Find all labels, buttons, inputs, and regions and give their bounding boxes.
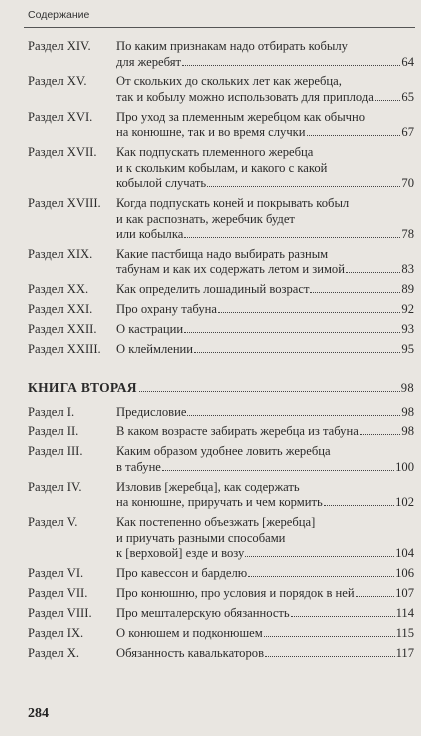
section-title (116, 424, 414, 440)
title-line: Какие пастбища надо выбирать разным (116, 246, 329, 261)
dot-leader (307, 135, 401, 136)
page-ref: 65 (401, 89, 414, 104)
section-title (116, 322, 414, 338)
section-title (116, 196, 414, 243)
section-title (116, 586, 414, 602)
title-line: Обязанность кавалькаторов (116, 645, 265, 660)
dot-leader (182, 65, 400, 66)
title-line: для жеребят (116, 54, 182, 69)
section-label: Раздел VI. (28, 565, 84, 580)
dot-leader (162, 470, 394, 471)
title-line: и как распознать, жеребчик будет (116, 211, 295, 226)
section-title (116, 626, 414, 642)
toc-entry (28, 145, 414, 192)
section-title (116, 302, 414, 318)
page-ref: 93 (401, 322, 414, 337)
dot-leader (207, 186, 400, 187)
title-line: Каким образом удобнее ловить жеребца (116, 444, 331, 459)
title-line: Как постепенно объезжать [жеребца] (116, 515, 316, 530)
section-label: Раздел XX. (28, 282, 89, 297)
section-label: Раздел XVII. (28, 145, 97, 160)
section-title (116, 566, 414, 582)
section-title (116, 515, 414, 562)
title-last-line (116, 546, 414, 562)
section-title (116, 405, 414, 421)
page-ref: 106 (395, 565, 414, 580)
title-line: на конюшне, так и во время случки (116, 125, 306, 140)
book-two-entries (28, 405, 414, 662)
title-line: Как подпускать племенного жеребца (116, 145, 314, 160)
title-last-line (116, 262, 414, 278)
title-last-line (116, 424, 414, 440)
title-line: Когда подпускать коней и покрывать кобыл (116, 196, 350, 211)
header-rule (24, 27, 415, 28)
section-title (116, 74, 414, 105)
dot-leader (356, 596, 394, 597)
title-last-line (116, 646, 414, 662)
toc-entry (28, 74, 414, 105)
page-number: 284 (28, 706, 49, 721)
title-last-line (116, 495, 414, 511)
title-last-line (116, 322, 414, 338)
dot-leader (375, 100, 401, 101)
section-title (116, 646, 414, 662)
section-label: Раздел IV. (28, 479, 82, 494)
page-ref: 95 (401, 342, 414, 357)
dot-leader (346, 272, 400, 273)
section-title (116, 606, 414, 622)
toc-entry (28, 480, 414, 511)
toc-entry (28, 322, 414, 338)
title-line: Про охрану табуна (116, 302, 217, 317)
section-label: Раздел XVIII. (28, 196, 101, 211)
page-ref: 89 (401, 282, 414, 297)
toc-entry (28, 110, 414, 141)
section-label: Раздел III. (28, 444, 83, 459)
page-ref: 114 (395, 605, 414, 620)
title-last-line (116, 55, 414, 71)
title-line: Предисловие (116, 404, 187, 419)
title-last-line (116, 405, 414, 421)
page-ref: 67 (401, 125, 414, 140)
title-line: Как определить лошадиный возраст (116, 282, 310, 297)
title-line: По каким признакам надо отбирать кобылу (116, 39, 348, 53)
title-line: Про мешталерскую обязанность (116, 605, 290, 620)
title-line: кобылой случать (116, 176, 207, 191)
title-line: и приучать разными способами (116, 530, 286, 545)
page-ref: 102 (395, 495, 414, 510)
dot-leader (324, 505, 394, 506)
dot-leader (218, 312, 400, 313)
title-line: так и кобылу можно использовать для приплода (116, 89, 374, 104)
title-last-line (116, 586, 414, 602)
page-ref: 78 (401, 227, 414, 242)
dot-leader (360, 434, 401, 435)
title-line: О кастрации (116, 322, 184, 337)
section-title (116, 480, 414, 511)
section-label: Раздел XXI. (28, 302, 93, 317)
toc-entry (28, 566, 414, 582)
title-last-line (116, 460, 414, 476)
dot-leader (184, 332, 400, 333)
title-line: табунам и как их содержать летом и зимой (116, 262, 345, 277)
title-line: Про кавессон и барделю (116, 565, 248, 580)
dot-leader (264, 636, 395, 637)
page-ref: 83 (401, 262, 414, 277)
page-ref: 98 (401, 424, 414, 439)
title-last-line (116, 566, 414, 582)
title-line: От скольких до скольких лет как жеребца, (116, 74, 342, 89)
page-ref: 115 (395, 625, 414, 640)
dot-leader (245, 556, 394, 557)
title-last-line (116, 227, 414, 243)
section-label: Раздел I. (28, 404, 75, 419)
book-two-heading (28, 380, 414, 396)
book-two-title: КНИГА ВТОРАЯ (28, 379, 137, 395)
section-label: Раздел VIII. (28, 605, 92, 620)
section-label: Раздел XXIII. (28, 342, 101, 357)
toc-entry (28, 515, 414, 562)
section-title (116, 39, 414, 70)
title-line: О конюшем и подконюшем (116, 625, 263, 640)
title-line: или кобылка (116, 227, 184, 242)
toc-entry (28, 606, 414, 622)
title-line: и к скольким кобылам, и какого с какой (116, 160, 328, 175)
page-ref: 98 (401, 404, 414, 419)
toc-entry (28, 342, 414, 358)
toc-entry (28, 247, 414, 278)
section-label: Раздел VII. (28, 585, 88, 600)
title-last-line (116, 282, 414, 298)
page-ref: 92 (401, 302, 414, 317)
toc-entry (28, 444, 414, 475)
title-last-line (116, 606, 414, 622)
section-title (116, 110, 414, 141)
title-last-line (116, 342, 414, 358)
toc-entry (28, 626, 414, 642)
section-title (116, 444, 414, 475)
dot-leader (139, 391, 400, 392)
toc-entry (28, 405, 414, 421)
section-title (116, 282, 414, 298)
toc-entry (28, 646, 414, 662)
dot-leader (184, 237, 400, 238)
toc-entry (28, 196, 414, 243)
title-line: к [верховой] езде и возу (116, 546, 245, 561)
title-line: на конюшне, приручать и чем кормить (116, 495, 323, 510)
dot-leader (265, 656, 395, 657)
section-label: Раздел XVI. (28, 109, 93, 124)
dot-leader (248, 576, 394, 577)
dot-leader (291, 616, 395, 617)
section-label: Раздел V. (28, 515, 78, 530)
section-title (116, 342, 414, 358)
section-label: Раздел XIV. (28, 39, 91, 53)
title-line: Изловив [жеребца], как содержать (116, 479, 300, 494)
page-ref: 64 (401, 54, 414, 69)
running-head: Содержание (28, 9, 90, 21)
title-last-line (116, 90, 414, 106)
book-one-entries (28, 39, 414, 358)
section-title (116, 247, 414, 278)
title-line: О клеймлении (116, 342, 194, 357)
dot-leader (194, 352, 400, 353)
page-ref: 117 (395, 645, 414, 660)
section-label: Раздел XXII. (28, 322, 97, 337)
page-ref: 107 (395, 585, 414, 600)
title-line: Про уход за племенным жеребцом как обычно (116, 109, 366, 124)
title-last-line (116, 176, 414, 192)
toc-entry (28, 302, 414, 318)
section-label: Раздел XV. (28, 74, 87, 89)
title-line: В каком возрасте забирать жеребца из табуна (116, 424, 359, 439)
toc-entry (28, 586, 414, 602)
toc-entry (28, 39, 414, 70)
title-line: Про конюшню, про условия и порядок в ней (116, 585, 355, 600)
page-ref: 104 (395, 546, 414, 561)
section-label: Раздел II. (28, 424, 79, 439)
section-title (116, 145, 414, 192)
toc-entry (28, 282, 414, 298)
dot-leader (187, 415, 400, 416)
title-last-line (116, 302, 414, 318)
title-last-line (116, 125, 414, 141)
page-ref: 70 (401, 176, 414, 191)
title-last-line (116, 626, 414, 642)
title-line: в табуне (116, 459, 161, 474)
section-label: Раздел X. (28, 645, 80, 660)
section-label: Раздел XIX. (28, 246, 93, 261)
section-label: Раздел IX. (28, 625, 84, 640)
dot-leader (310, 292, 400, 293)
toc-entry (28, 424, 414, 440)
table-of-contents (28, 39, 414, 665)
book-two-page: 98 (400, 380, 414, 395)
page-ref: 100 (395, 459, 414, 474)
